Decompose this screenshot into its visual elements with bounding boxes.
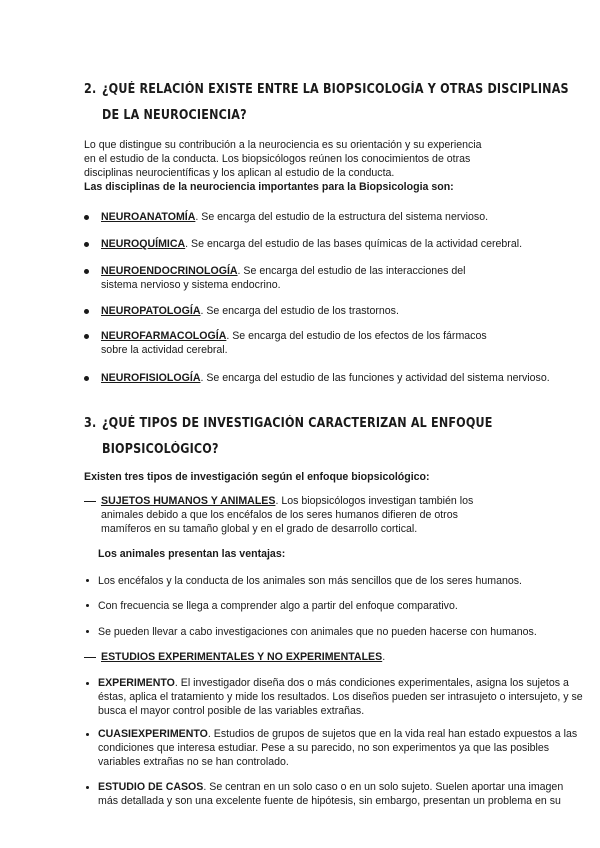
ventaja-item: Se pueden llevar a cabo investigaciones con animales que no pueden hacerse con humanos. — [98, 626, 537, 638]
bullet-icon — [86, 786, 89, 789]
bullet-icon — [84, 376, 89, 381]
item-text: sistema nervioso y sistema endocrino. — [101, 279, 281, 291]
bullet-icon — [84, 215, 89, 220]
dash-icon — [84, 501, 96, 502]
item-text: . Se encarga del estudio de los efectos de los fármacos — [226, 330, 487, 342]
item-text: condiciones que interesa estudiar. Pese a su parecido, no son experimentos ya que las posibles — [98, 742, 550, 754]
section-2-number: 2. — [84, 82, 97, 97]
term: NEUROFISIOLOGÍA — [101, 372, 201, 384]
item-text: sobre la actividad cerebral. — [101, 344, 228, 356]
item-text: más detallada y son una excelente fuente de hipótesis, sin embargo, presentan un problema en su — [98, 795, 561, 807]
bullet-icon — [84, 309, 89, 314]
intro-line: disciplinas neurocientíficas y los aplican al estudio de la conducta. — [84, 167, 395, 179]
bullet-icon — [86, 630, 89, 633]
bullet-icon — [86, 579, 89, 582]
term: ESTUDIO DE CASOS — [98, 781, 204, 793]
list-item-neurofisiologia — [101, 371, 550, 385]
bullet-icon — [84, 334, 89, 339]
intro-line: en el estudio de la conducta. Los biopsicólogos reúnen los conocimientos de otras — [84, 153, 471, 165]
section-3-title-line1: ¿QUÉ TIPOS DE INVESTIGACIÓN CARACTERIZAN AL ENFOQUE — [102, 416, 493, 431]
item-text: mamíferos en su tamaño global y en el grado de desarrollo cortical. — [101, 523, 418, 535]
term: ESTUDIOS EXPERIMENTALES Y NO EXPERIMENTALES — [101, 651, 383, 663]
list-item-neuroendocrinologia — [101, 264, 465, 292]
section-3-subheading: Existen tres tipos de investigación según el enfoque biopsicológico: — [84, 471, 430, 483]
item-text: . Se encarga del estudio de la estructura del sistema nervioso. — [195, 211, 489, 223]
section-2-intro — [84, 138, 524, 194]
bullet-icon — [86, 604, 89, 607]
item-text: variables extrañas no se han controlado. — [98, 756, 289, 768]
list-item-neuropatologia — [101, 304, 399, 318]
term: NEUROQUÍMICA — [101, 238, 186, 250]
bullet-icon — [84, 269, 89, 274]
term: NEUROANATOMÍA — [101, 211, 196, 223]
ventajas-heading: Los animales presentan las ventajas: — [98, 548, 286, 560]
bullet-icon — [84, 242, 89, 247]
section-2-title-line2: DE LA NEUROCIENCIA? — [102, 108, 247, 123]
estudios-heading — [101, 650, 385, 664]
section-3-title-line2: BIOPSICOLÓGICO? — [102, 442, 219, 457]
item-text: . Estudios de grupos de sujetos que en la vida real han estado expuestos a las — [207, 728, 578, 740]
ventaja-item: Los encéfalos y la conducta de los animales son más sencillos que de los seres humanos. — [98, 575, 522, 587]
item-text: . Se encarga del estudio de los trastornos. — [200, 305, 399, 317]
estudio-item-experimento — [98, 676, 583, 718]
list-item-neurofarmacologia — [101, 329, 487, 357]
bullet-icon — [86, 682, 89, 685]
section-2-subheading: Las disciplinas de la neurociencia importantes para la Biopsicologia son: — [84, 181, 454, 193]
dash-icon — [84, 657, 96, 658]
term: EXPERIMENTO — [98, 677, 175, 689]
item-text: . Se encarga del estudio de las funciones y actividad del sistema nervioso. — [200, 372, 550, 384]
estudio-item-cuasiexperimento — [98, 727, 577, 769]
ventaja-item: Con frecuencia se llega a comprender algo a partir del enfoque comparativo. — [98, 600, 458, 612]
intro-line: Lo que distingue su contribución a la neurociencia es su orientación y su experiencia — [84, 139, 482, 151]
section-2-title-line1: ¿QUÉ RELACIÓN EXISTE ENTRE LA BIOPSICOLOGÍA Y OTRAS DISCIPLINAS — [102, 82, 569, 97]
term: CUASIEXPERIMENTO — [98, 728, 208, 740]
section-3-number: 3. — [84, 416, 97, 431]
estudio-item-casos — [98, 780, 563, 808]
humanos-animales-block — [101, 494, 473, 536]
suffix: . — [382, 651, 386, 663]
item-text: . Se encarga del estudio de las bases químicas de la actividad cerebral. — [185, 238, 523, 250]
item-text: animales debido a que los encéfalos de los seres humanos difieren de otros — [101, 509, 458, 521]
item-text: . El investigador diseña dos o más condiciones experimentales, asigna los sujetos a — [174, 677, 569, 689]
item-text: éstas, aplica el tratamiento y mide los resultados. Los diseños pueden ser intrasujeto o intersujeto, y se — [98, 691, 583, 703]
item-text: . Se centran en un solo caso o en un solo sujeto. Suelen aportar una imagen — [203, 781, 564, 793]
list-item-neuroquimica — [101, 237, 522, 251]
list-item-neuroanatomia — [101, 210, 488, 224]
item-text: . Se encarga del estudio de las interacciones del — [237, 265, 466, 277]
bullet-icon — [86, 733, 89, 736]
term: NEUROFARMACOLOGÍA — [101, 330, 227, 342]
term: SUJETOS HUMANOS Y ANIMALES — [101, 495, 276, 507]
item-text: busca el mayor control posible de las variables extrañas. — [98, 705, 365, 717]
item-text: . Los biopsicólogos investigan también los — [275, 495, 474, 507]
term: NEUROENDOCRINOLOGÍA — [101, 265, 238, 277]
term: NEUROPATOLOGÍA — [101, 305, 201, 317]
